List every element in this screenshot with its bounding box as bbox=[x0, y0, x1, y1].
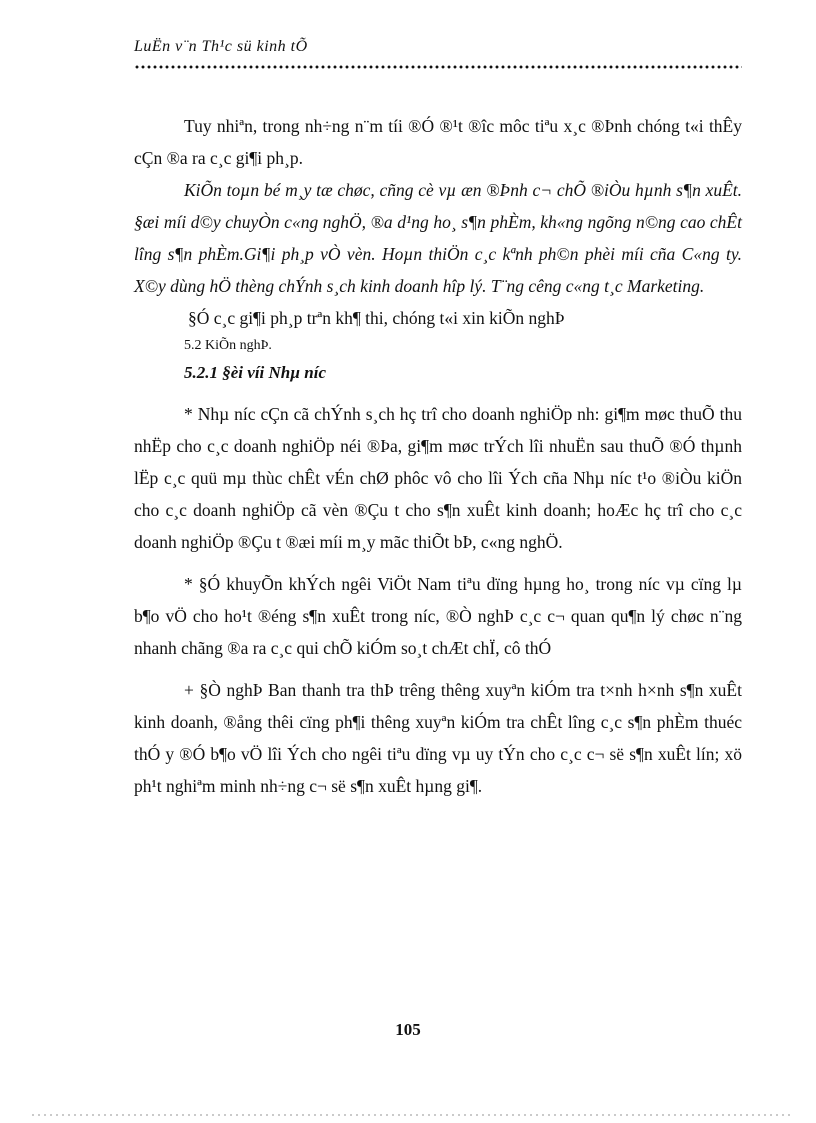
page-number: 105 bbox=[395, 1020, 421, 1039]
paragraph-solutions: KiÕn toµn bé m¸y tæ chøc, cñng cè vµ æn ®Þnh c¬ chÕ ®iÒu hµnh s¶n xuÊt. §æi míi d©y chuyÒn c«ng nghÖ, ®a d¹ng ho¸ s¶n phÈm, kh«ng ngõng n©ng cao chÊt lîng s¶n phÈm.Gi¶i ph¸p vÒ vèn. Hoµn thiÖn c¸c kªnh ph©n phèi míi cña C«ng ty. X©y dùng hÖ thèng chÝnh s¸ch kinh doanh hîp lý. T¨ng cêng c«ng t¸c Marketing. bbox=[134, 180, 742, 296]
paragraph-intro: Tuy nhiªn, trong nh÷ng n¨m tíi ®Ó ®¹t ®îc môc tiªu x¸c ®Þnh chóng t«i thÊy cÇn ®a ra c¸c gi¶i ph¸p. bbox=[134, 116, 742, 168]
section-heading-5-2-1: 5.2.1 §èi víi Nhµ níc bbox=[184, 363, 327, 382]
footer-dotted-rule bbox=[30, 1112, 790, 1118]
section-heading-5-2: 5.2 KiÕn nghÞ. bbox=[184, 338, 272, 353]
paragraph-domestic-consumption: * §Ó khuyÕn khÝch ngêi ViÖt Nam tiªu dïng hµng ho¸ trong níc vµ cïng lµ b¶o vÖ cho ho¹t ®éng s¶n xuÊt trong níc, ®Ò nghÞ c¸c c¬ quan qu¶n lý chøc n¨ng nhanh chãng ®a ra c¸c qui chÕ kiÓm so¸t chÆt chÏ, cô thÓ bbox=[134, 574, 742, 658]
running-header: LuËn v¨n Th¹c sü kinh tÕ bbox=[134, 38, 308, 55]
paragraph-state-support: * Nhµ níc cÇn cã chÝnh s¸ch hç trî cho doanh nghiÖp nh: gi¶m møc thuÕ thu nhËp cho c¸c doanh nghiÖp néi ®Þa, gi¶m møc trÝch lîi nhuËn sau thuÕ ®Ó thµnh lËp c¸c quü mµ thùc chÊt vÉn chØ phôc vô cho lîi Ých cña Nhµ níc t¹o ®iÒu kiÖn cho c¸c doanh nghiÖp cã vèn ®Çu t cho s¶n xuÊt kinh doanh; hoÆc hç trî cho c¸c doanh nghiÖp ®Çu t ®æi míi m¸y mãc thiÕt bÞ, c«ng nghÖ. bbox=[134, 404, 742, 552]
header-dotted-rule bbox=[134, 64, 742, 72]
paragraph-market-inspection: + §Ò nghÞ Ban thanh tra thÞ trêng thêng xuyªn kiÓm tra t×nh h×nh s¶n xuÊt kinh doanh, ®ång thêi cïng ph¶i thêng xuyªn kiÓm tra chÊt lîng c¸c s¶n phÈm thuéc thÓ y ®Ó b¶o vÖ lîi Ých cho ngêi tiªu dïng vµ uy tÝn cho c¸c c¬ së s¶n xuÊt lín; xö ph¹t nghiªm minh nh÷ng c¬ së s¶n xuÊt hµng gi¶. bbox=[134, 680, 742, 796]
page-body bbox=[134, 110, 742, 802]
paragraph-lead-in: §Ó c¸c gi¶i ph¸p trªn kh¶ thi, chóng t«i xin kiÕn nghÞ bbox=[188, 308, 565, 328]
